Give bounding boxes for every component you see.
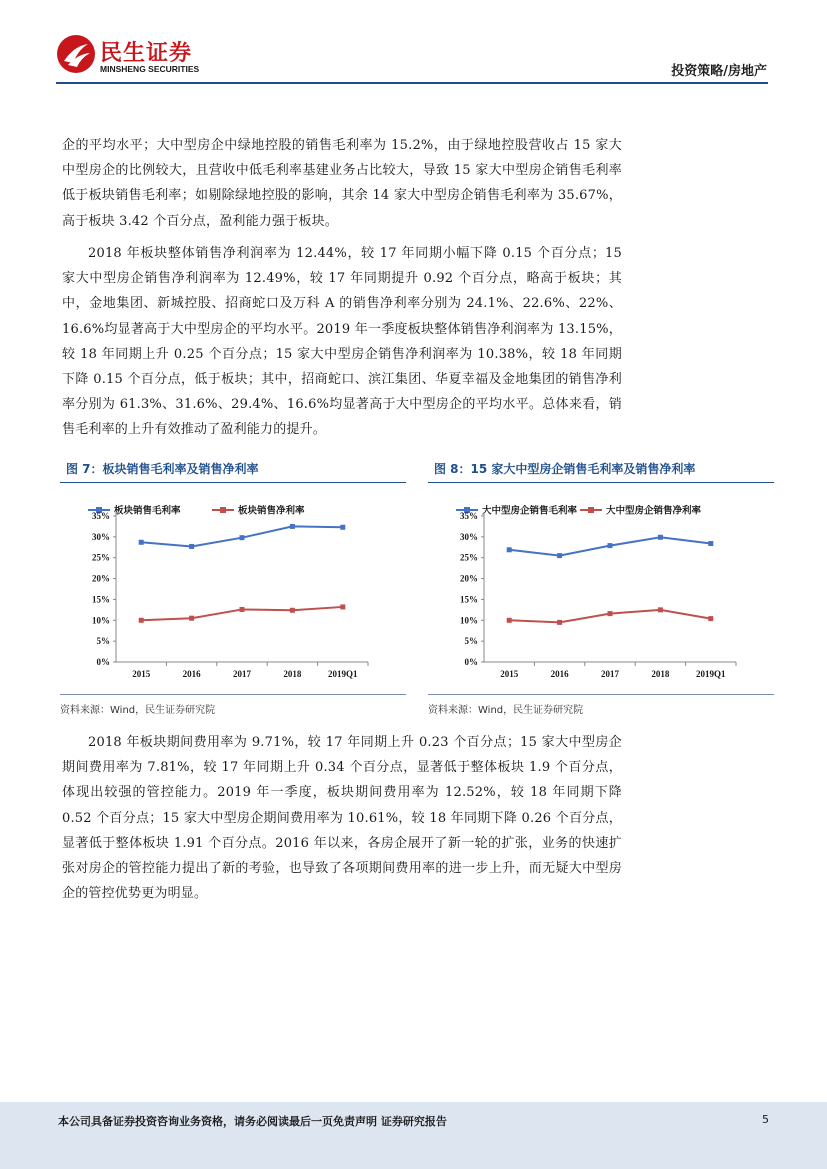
y-tick-label: 20% (92, 573, 110, 584)
data-point (557, 553, 562, 558)
y-tick-label: 0% (464, 657, 478, 667)
data-point (340, 525, 345, 530)
data-point (139, 618, 144, 623)
figure-bottom-rule (428, 694, 774, 695)
data-point (507, 547, 512, 552)
legend-label-1: 板块销售净利率 (238, 505, 305, 517)
body-paragraph-2: 2018 年板块整体销售净利润率为 12.44%，较 17 年同期小幅下降 0.15 个百分点；15 家大中型房企销售净利润率为 12.49%，较 17 年同期提升 0.92 个百分点，略高于板块；其中，金地集团、新城控股、招商蛇口及万科 A 的销售净利率分别为 24.1%、22.6%、22%、16.6%均显著高于大中型房企的平均水平。2019 年一季度板块整体销售净利润率为 13.15%，较 18 年同期上升 0.25 个百分点；15 家大中型房企销售净利润率为 10.38%，较 18 年同期下降 0.15 个百分点，低于板块；其中，招商蛇口、滨江集团、华夏幸福及金地集团的销售净利率分别为 61.3%、31.6%、29.4%、16.6%均显著高于大中型房企的平均水平。总体来看，销售毛利率的上升有效推动了盈利能力的提升。 (62, 246, 622, 438)
logo-mark-icon (56, 34, 96, 74)
legend-marker-1 (220, 507, 226, 513)
header-divider (56, 82, 768, 84)
y-tick-label: 0% (96, 657, 110, 667)
data-point (189, 544, 194, 549)
data-point (290, 524, 295, 529)
logo-english-name: MINSHENG SECURITIES (100, 64, 200, 74)
data-point (557, 620, 562, 625)
data-point (507, 618, 512, 623)
x-tick-label: 2018 (283, 669, 302, 679)
data-point (658, 607, 663, 612)
figure-source: 资料来源：Wind，民生证券研究院 (60, 705, 216, 716)
y-tick-label: 15% (460, 594, 478, 605)
x-tick-label: 2017 (601, 669, 619, 679)
y-tick-label: 10% (460, 615, 478, 626)
chart-sector-margins (60, 486, 406, 692)
data-point (708, 541, 713, 546)
page-header (0, 0, 827, 90)
data-point (290, 608, 295, 613)
data-point (139, 540, 144, 545)
figure-7 (60, 458, 410, 720)
x-tick-label: 2019Q1 (328, 669, 358, 679)
figure-title: 图 7：板块销售毛利率及销售净利率 (66, 462, 259, 476)
data-point (189, 616, 194, 621)
body-paragraph-1: 企的平均水平；大中型房企中绿地控股的销售毛利率为 15.2%，由于绿地控股营收占 15 家大中型房企的比例较大，且营收中低毛利率基建业务占比较大，导致 15 家大中型房企销售毛利率低于板块销售毛利率；如剔除绿地控股的影响，其余 14 家大中型房企销售毛利率为 35.67%，高于板块 3.42 个百分点，盈利能力强于板块。 (62, 138, 622, 229)
legend-marker-1 (588, 507, 594, 513)
figure-bottom-rule (60, 694, 406, 695)
legend-label-0: 大中型房企销售毛利率 (482, 505, 578, 517)
y-tick-label: 30% (92, 531, 110, 542)
data-point (240, 607, 245, 612)
body-paragraph-3: 2018 年板块期间费用率为 9.71%，较 17 年同期上升 0.23 个百分点；15 家大中型房企期间费用率为 7.81%，较 17 年同期上升 0.34 个百分点，显著低于整体板块 1.9 个百分点，体现出较强的管控能力。2019 年一季度，板块期间费用率为 12.52%，较 18 年同期下降 0.52 个百分点；15 家大中型房企期间费用率为 10.61%，较 18 年同期下降 0.26 个百分点，显著低于整体板块 1.91 个百分点。2016 年以来，各房企展开了新一轮的扩张，业务的快速扩张对房企的管控能力提出了新的考验，也导致了各项期间费用率的进一步上升，而无疑大中型房企的管控优势更为明显。 (62, 735, 622, 902)
company-logo (56, 34, 216, 80)
logo-chinese-name: 民生证券 (100, 41, 193, 66)
y-tick-label: 30% (460, 531, 478, 542)
footer-disclaimer: 本公司具备证券投资咨询业务资格，请务必阅读最后一页免责声明 证券研究报告 (58, 1115, 447, 1128)
page-footer (0, 1102, 827, 1169)
y-tick-label: 25% (460, 552, 478, 563)
data-point (340, 604, 345, 609)
page-number: 5 (762, 1113, 769, 1126)
y-tick-label: 35% (460, 511, 478, 521)
data-point (658, 535, 663, 540)
figure-source: 资料来源：Wind，民生证券研究院 (428, 705, 584, 716)
y-tick-label: 35% (92, 511, 110, 521)
y-tick-label: 5% (464, 636, 478, 647)
x-tick-label: 2016 (550, 669, 569, 679)
data-point (708, 616, 713, 621)
x-tick-label: 2016 (182, 669, 201, 679)
legend-label-1: 大中型房企销售净利率 (606, 505, 702, 517)
figure-8 (428, 458, 778, 720)
x-tick-label: 2018 (651, 669, 670, 679)
x-tick-label: 2019Q1 (696, 669, 726, 679)
figure-title: 图 8：15 家大中型房企销售毛利率及销售净利率 (434, 462, 696, 476)
y-tick-label: 10% (92, 615, 110, 626)
y-tick-label: 25% (92, 552, 110, 563)
x-tick-label: 2015 (500, 669, 519, 679)
y-tick-label: 20% (460, 573, 478, 584)
data-point (608, 611, 613, 616)
x-tick-label: 2017 (233, 669, 251, 679)
y-tick-label: 5% (96, 636, 110, 647)
x-tick-label: 2015 (132, 669, 151, 679)
report-category: 投资策略/房地产 (671, 64, 767, 79)
figure-top-rule (60, 482, 406, 483)
y-tick-label: 15% (92, 594, 110, 605)
data-point (608, 543, 613, 548)
chart-large-developer-margins (428, 486, 774, 692)
data-point (240, 535, 245, 540)
legend-label-0: 板块销售毛利率 (114, 505, 181, 517)
figure-top-rule (428, 482, 774, 483)
